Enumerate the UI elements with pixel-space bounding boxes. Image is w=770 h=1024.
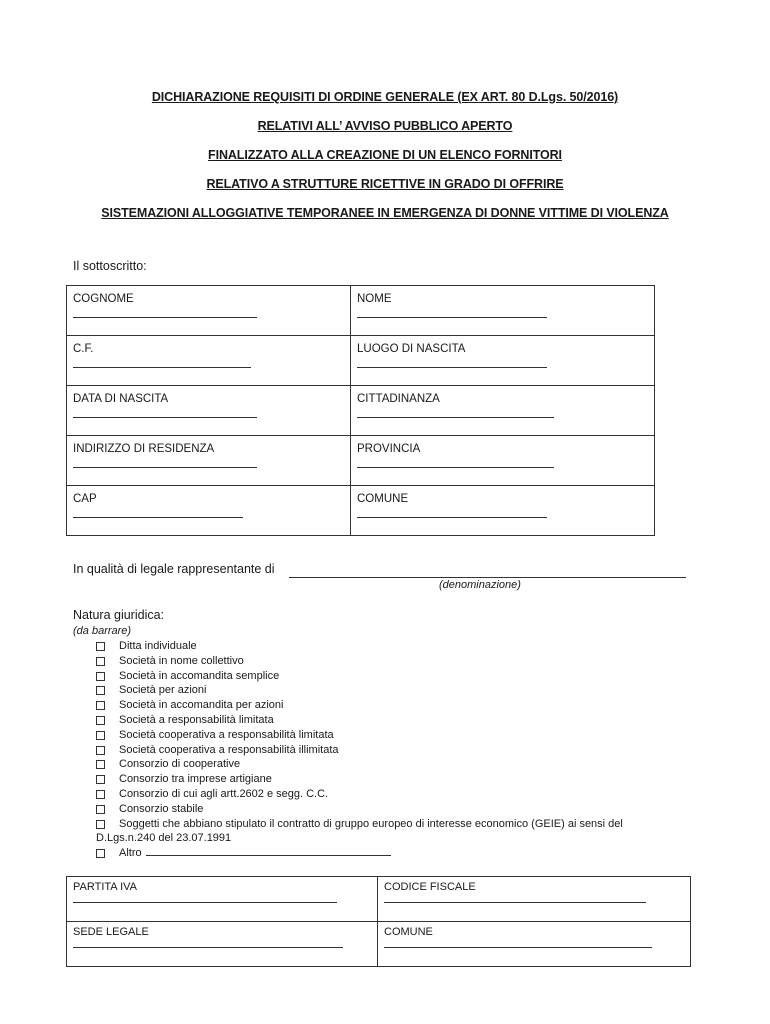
option-label-continued: D.Lgs.n.240 del 23.07.1991 xyxy=(96,832,232,845)
field-label: COGNOME xyxy=(73,293,134,305)
option-label: Altro xyxy=(119,847,142,860)
checkbox[interactable] xyxy=(96,701,105,710)
comune-sede-field[interactable] xyxy=(378,922,691,967)
checkbox[interactable] xyxy=(96,672,105,681)
fill-line[interactable] xyxy=(73,902,337,903)
fill-line[interactable] xyxy=(73,467,257,468)
cap-field[interactable] xyxy=(67,486,351,536)
fill-line[interactable] xyxy=(357,467,554,468)
option-label: Società in accomandita per azioni xyxy=(119,699,284,712)
fill-line[interactable] xyxy=(384,902,646,903)
field-label: COMUNE xyxy=(357,493,409,505)
field-label: NOME xyxy=(357,293,392,305)
checkbox[interactable] xyxy=(96,805,105,814)
checkbox[interactable] xyxy=(96,642,105,651)
cognome-field[interactable] xyxy=(67,286,351,336)
partita-iva-field[interactable] xyxy=(67,877,378,922)
checkbox[interactable] xyxy=(96,849,105,858)
field-label: COMUNE xyxy=(384,926,433,938)
option-coop-limitata xyxy=(96,728,696,743)
title-line: RELATIVI ALL’ AVVISO PUBBLICO APERTO xyxy=(257,119,513,133)
checkbox[interactable] xyxy=(96,657,105,666)
fill-line[interactable] xyxy=(357,417,554,418)
table-row xyxy=(67,922,691,967)
checkbox[interactable] xyxy=(96,775,105,784)
table-row xyxy=(67,386,655,436)
option-sapa xyxy=(96,698,696,713)
option-label: Società cooperativa a responsabilità limitata xyxy=(119,728,334,741)
table-row xyxy=(67,436,655,486)
table-row xyxy=(67,336,655,386)
option-label: Consorzio tra imprese artigiane xyxy=(119,773,272,786)
option-label: Società a responsabilità limitata xyxy=(119,713,274,726)
company-data-table xyxy=(66,876,691,967)
option-label: Ditta individuale xyxy=(119,640,197,652)
option-altro xyxy=(96,846,696,861)
luogo-nascita-field[interactable] xyxy=(351,336,655,386)
fill-line[interactable] xyxy=(357,517,547,518)
option-label: Società in accomandita semplice xyxy=(119,669,280,682)
title-line: FINALIZZATO ALLA CREAZIONE DI UN ELENCO FORNITORI xyxy=(208,148,562,162)
legal-representative-label: In qualità di legale rappresentante di xyxy=(73,562,275,576)
option-label: Consorzio di cui agli artt.2602 e segg. C.C. xyxy=(119,787,329,800)
field-label: CODICE FISCALE xyxy=(384,881,476,893)
indirizzo-residenza-field[interactable] xyxy=(67,436,351,486)
option-sas xyxy=(96,669,696,684)
fill-line[interactable] xyxy=(73,517,243,518)
fill-line[interactable] xyxy=(357,317,547,318)
field-label: C.F. xyxy=(73,343,94,355)
checkbox[interactable] xyxy=(96,731,105,740)
field-label: INDIRIZZO DI RESIDENZA xyxy=(73,443,215,455)
checkbox[interactable] xyxy=(96,686,105,695)
fill-line[interactable] xyxy=(357,367,547,368)
field-label: CITTADINANZA xyxy=(357,393,440,405)
codice-fiscale-field[interactable] xyxy=(378,877,691,922)
fill-line[interactable] xyxy=(73,317,257,318)
checkbox[interactable] xyxy=(96,716,105,725)
personal-data-table xyxy=(66,285,655,536)
option-consorzio-stabile xyxy=(96,802,696,817)
table-row xyxy=(67,877,691,922)
altro-fill-line[interactable] xyxy=(146,846,391,856)
nome-field[interactable] xyxy=(351,286,655,336)
data-nascita-field[interactable] xyxy=(67,386,351,436)
option-label: Soggetti che abbiano stipulato il contratto di gruppo europeo di interesse economico (GEIE) ai sensi del xyxy=(119,817,623,830)
table-row xyxy=(67,486,655,536)
sede-legale-field[interactable] xyxy=(67,922,378,967)
checkbox[interactable] xyxy=(96,760,105,769)
provincia-field[interactable] xyxy=(351,436,655,486)
option-label: Società cooperativa a responsabilità illimitata xyxy=(119,743,339,756)
checkbox[interactable] xyxy=(96,746,105,755)
option-coop-illimitata xyxy=(96,743,696,758)
title-line: SISTEMAZIONI ALLOGGIATIVE TEMPORANEE IN EMERGENZA DI DONNE VITTIME DI VIOLENZA xyxy=(101,206,669,220)
option-consorzio-artigiane xyxy=(96,772,696,787)
field-label: SEDE LEGALE xyxy=(73,926,149,938)
title-line: DICHIARAZIONE REQUISITI DI ORDINE GENERALE (EX ART. 80 D.Lgs. 50/2016) xyxy=(151,90,619,104)
option-snc xyxy=(96,654,696,669)
fill-line[interactable] xyxy=(73,367,251,368)
da-barrare-hint: (da barrare) xyxy=(73,625,132,637)
checkbox[interactable] xyxy=(96,820,105,829)
option-label: Società per azioni xyxy=(119,684,207,697)
field-label: PARTITA IVA xyxy=(73,881,137,893)
cf-field[interactable] xyxy=(67,336,351,386)
denominazione-fill-line[interactable] xyxy=(289,577,686,578)
cittadinanza-field[interactable] xyxy=(351,386,655,436)
field-label: CAP xyxy=(73,493,97,505)
fill-line[interactable] xyxy=(73,947,343,948)
comune-field[interactable] xyxy=(351,486,655,536)
natura-giuridica-options xyxy=(96,639,696,861)
denominazione-hint: (denominazione) xyxy=(439,579,521,591)
fill-line[interactable] xyxy=(73,417,257,418)
option-srl xyxy=(96,713,696,728)
intro-text: Il sottoscritto: xyxy=(73,259,147,273)
option-label: Consorzio stabile xyxy=(119,802,204,815)
table-row xyxy=(67,286,655,336)
option-ditta-individuale xyxy=(96,639,696,654)
option-consorzio-2602 xyxy=(96,787,696,802)
field-label: PROVINCIA xyxy=(357,443,421,455)
checkbox[interactable] xyxy=(96,790,105,799)
field-label: LUOGO DI NASCITA xyxy=(357,343,466,355)
natura-giuridica-label: Natura giuridica: xyxy=(73,608,165,622)
option-spa xyxy=(96,683,696,698)
option-label: Società in nome collettivo xyxy=(119,654,244,667)
document-title xyxy=(60,88,710,233)
option-geie xyxy=(96,817,696,847)
title-line: RELATIVO A STRUTTURE RICETTIVE IN GRADO DI OFFRIRE xyxy=(206,177,564,191)
fill-line[interactable] xyxy=(384,947,652,948)
option-consorzio-cooperative xyxy=(96,757,696,772)
field-label: DATA DI NASCITA xyxy=(73,393,169,405)
option-label: Consorzio di cooperative xyxy=(119,758,241,771)
